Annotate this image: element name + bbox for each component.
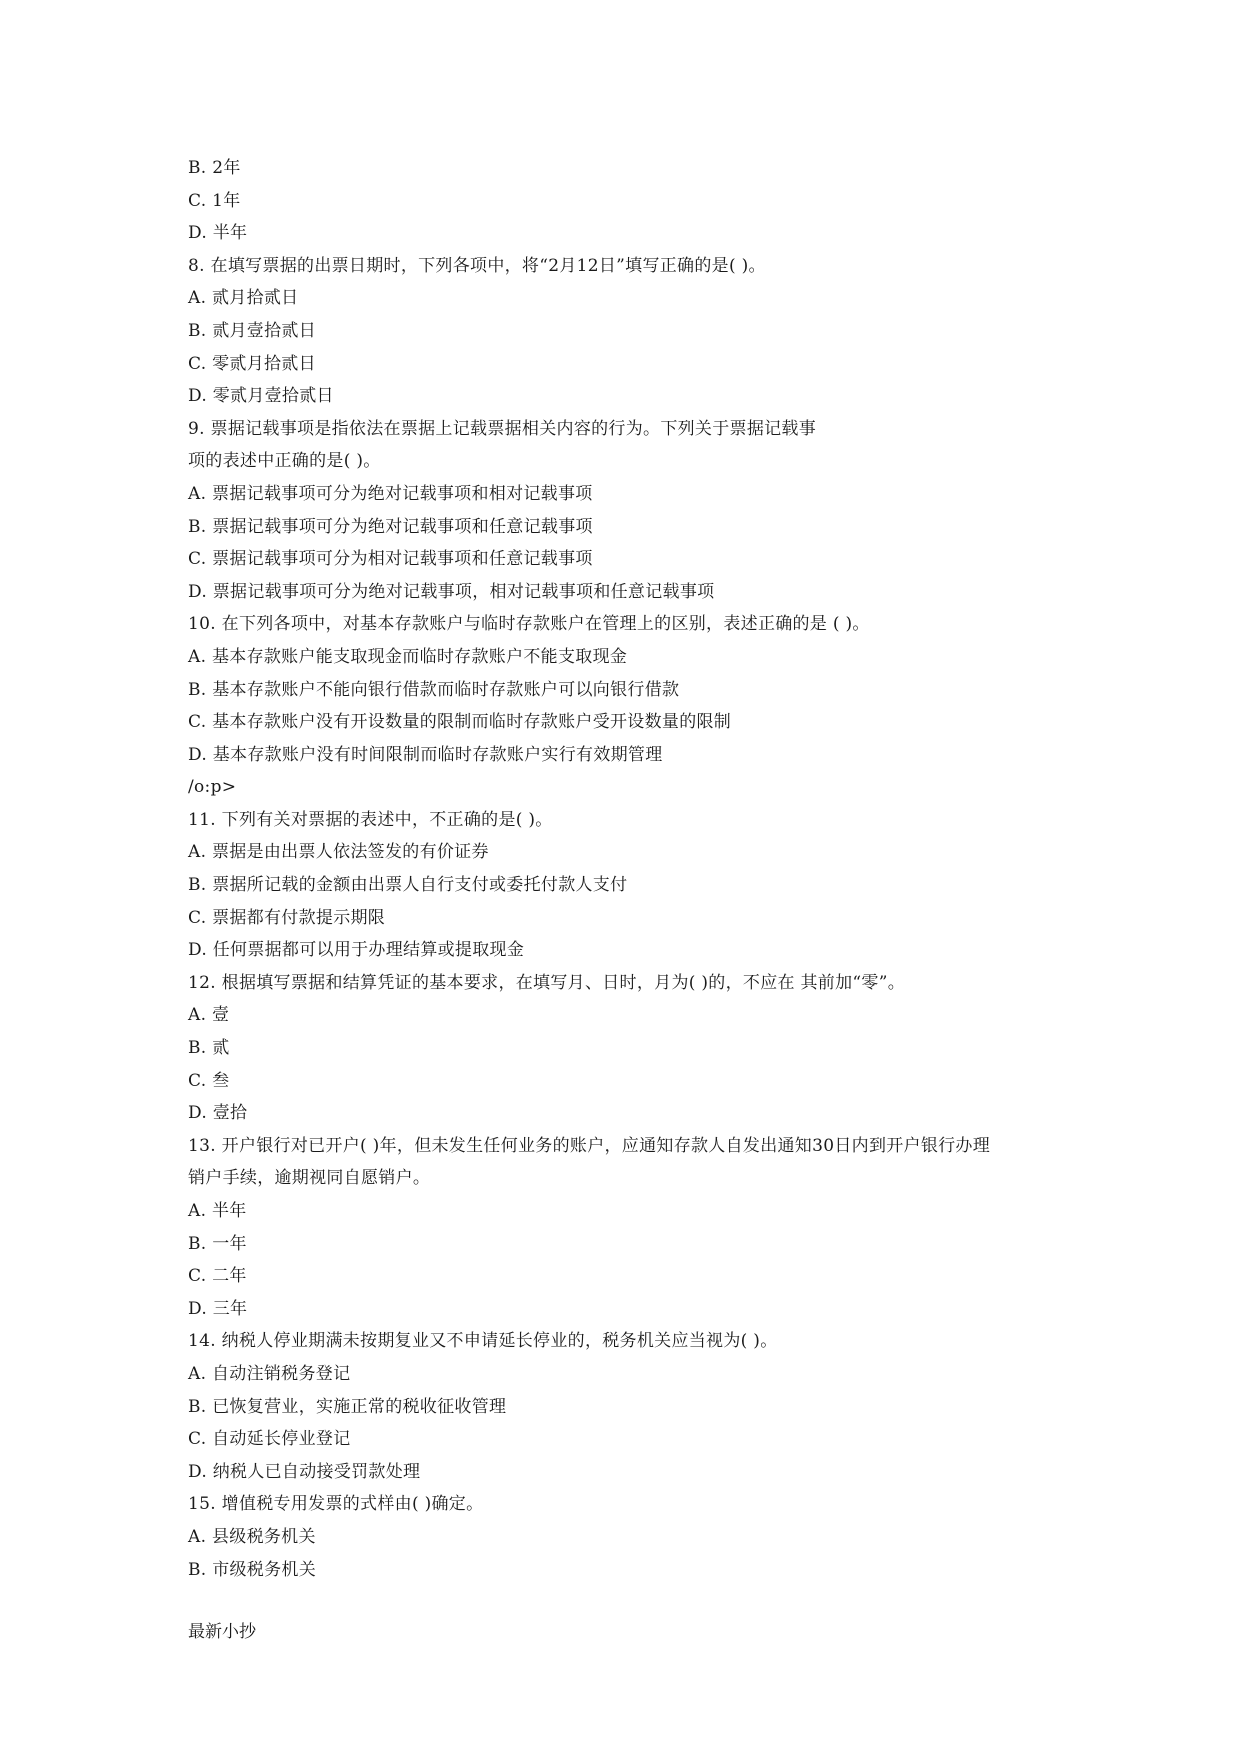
option-line: B. 已恢复营业，实施正常的税收征收管理: [188, 1396, 507, 1417]
option-line: A. 票据是由出票人依法签发的有价证券: [188, 842, 489, 863]
question-line: 15. 增值税专用发票的式样由( )确定。: [188, 1494, 484, 1515]
option-line: B. 2年: [188, 158, 241, 178]
option-line: D. 纳税人已自动接受罚款处理: [188, 1461, 421, 1482]
document-body: [188, 152, 1088, 1586]
option-line: B. 贰: [188, 1038, 230, 1059]
page-footer: 最新小抄: [188, 1622, 256, 1642]
option-line: A. 县级税务机关: [188, 1526, 316, 1547]
question-line: 10. 在下列各项中，对基本存款账户与临时存款账户在管理上的区别，表述正确的是 ( )。: [188, 614, 870, 635]
option-line: B. 票据所记载的金额由出票人自行支付或委托付款人支付: [188, 875, 628, 896]
option-line: D. 半年: [188, 223, 248, 244]
option-line: C. 自动延长停业登记: [188, 1429, 351, 1450]
option-line: B. 票据记载事项可分为绝对记载事项和任意记载事项: [188, 516, 593, 537]
text-line: /o:p>: [188, 777, 237, 798]
question-line: 13. 开户银行对已开户( )年，但未发生任何业务的账户，应通知存款人自发出通知30日内到开户银行办理: [188, 1135, 991, 1156]
option-line: B. 市级税务机关: [188, 1559, 316, 1580]
option-line: D. 壹拾: [188, 1103, 248, 1124]
option-line: C. 1年: [188, 190, 241, 211]
option-line: A. 基本存款账户能支取现金而临时存款账户不能支取现金: [188, 646, 628, 667]
option-line: D. 票据记载事项可分为绝对记载事项，相对记载事项和任意记载事项: [188, 581, 715, 602]
option-line: C. 票据都有付款提示期限: [188, 907, 386, 928]
option-line: C. 零贰月拾贰日: [188, 353, 316, 374]
option-line: D. 零贰月壹拾贰日: [188, 386, 334, 407]
option-line: B. 贰月壹拾贰日: [188, 320, 316, 341]
option-line: D. 任何票据都可以用于办理结算或提取现金: [188, 940, 525, 961]
text-line: 销户手续，逾期视同自愿销户。: [188, 1168, 431, 1189]
question-line: 12. 根据填写票据和结算凭证的基本要求，在填写月、日时，月为( )的，不应在 其前加“零”。: [188, 972, 905, 993]
option-line: A. 半年: [188, 1201, 247, 1221]
option-line: C. 基本存款账户没有开设数量的限制而临时存款账户受开设数量的限制: [188, 712, 732, 733]
option-line: C. 票据记载事项可分为相对记载事项和任意记载事项: [188, 549, 593, 570]
option-line: C. 叁: [188, 1070, 230, 1091]
option-line: A. 壹: [188, 1005, 230, 1026]
option-line: C. 二年: [188, 1266, 247, 1287]
option-line: B. 一年: [188, 1233, 247, 1254]
option-line: A. 票据记载事项可分为绝对记载事项和相对记载事项: [188, 483, 593, 504]
question-line: 9. 票据记载事项是指依法在票据上记载票据相关内容的行为。下列关于票据记载事: [188, 418, 817, 439]
question-line: 14. 纳税人停业期满未按期复业又不申请延长停业的，税务机关应当视为( )。: [188, 1331, 778, 1352]
question-line: 8. 在填写票据的出票日期时，下列各项中，将“2月12日”填写正确的是( )。: [188, 255, 766, 276]
option-line: D. 基本存款账户没有时间限制而临时存款账户实行有效期管理: [188, 744, 663, 765]
option-line: A. 自动注销税务登记: [188, 1363, 351, 1384]
option-line: D. 三年: [188, 1298, 248, 1319]
option-line: B. 基本存款账户不能向银行借款而临时存款账户可以向银行借款: [188, 679, 680, 700]
question-line: 11. 下列有关对票据的表述中，不正确的是( )。: [188, 809, 553, 830]
text-line: 项的表述中正确的是( )。: [188, 451, 381, 472]
option-line: A. 贰月拾贰日: [188, 288, 299, 309]
